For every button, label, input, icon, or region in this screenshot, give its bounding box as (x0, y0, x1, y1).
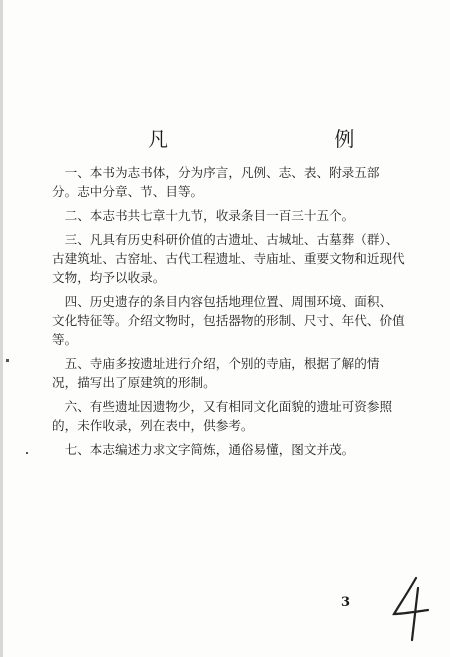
paragraph-line: 古建筑址、古窑址、古代工程遗址、寺庙址、重要文物和近现代 (52, 251, 405, 266)
scan-speck (6, 359, 9, 362)
paragraph-5 (52, 354, 382, 392)
body-text (52, 163, 405, 459)
paragraph-line: 三、凡具有历史科研价值的古遗址、古城址、古墓葬（群）、 (52, 232, 399, 247)
paragraph-3 (52, 230, 405, 287)
paragraph-line: 文物，均予以收录。 (52, 270, 166, 285)
paragraph-line: 二、本志书共七章十九节，收录条目一百三十五个。 (52, 208, 355, 223)
scan-edge (0, 0, 3, 657)
scan-speck (26, 452, 28, 454)
paragraph-line: 文化特征等。介绍文物时，包括器物的形制、尺寸、年代、价值 (52, 313, 405, 328)
paragraph-line: 的，未作收录，列在表中，供参考。 (52, 418, 254, 433)
paragraph-7 (52, 440, 382, 459)
paragraph-line: 五、寺庙多按遗址进行介绍，个别的寺庙，根据了解的情 (52, 356, 380, 371)
page-number: 3 (341, 595, 351, 610)
paragraph-4 (52, 292, 405, 349)
paragraph-line: 分。志中分章、节、目等。 (52, 184, 204, 199)
handwritten-page-mark (390, 574, 434, 644)
page-title: 凡 例 (148, 127, 435, 151)
paragraph-line: 四、历史遗存的条目内容包括地理位置、周围环境、面积、 (52, 294, 393, 309)
paragraph-line: 等。 (52, 332, 78, 347)
paragraph-line: 七、本志编述力求文字简炼，通俗易懂，图文并茂。 (52, 442, 355, 457)
paragraph-2 (52, 206, 382, 225)
paragraph-1 (52, 163, 382, 201)
paragraph-6 (52, 397, 393, 435)
paragraph-line: 一、本书为志书体，分为序言，凡例、志、表、附录五部 (52, 165, 380, 180)
paragraph-line: 六、有些遗址因遗物少，又有相同文化面貌的遗址可资参照 (52, 399, 393, 414)
paragraph-line: 况，描写出了原建筑的形制。 (52, 375, 216, 390)
